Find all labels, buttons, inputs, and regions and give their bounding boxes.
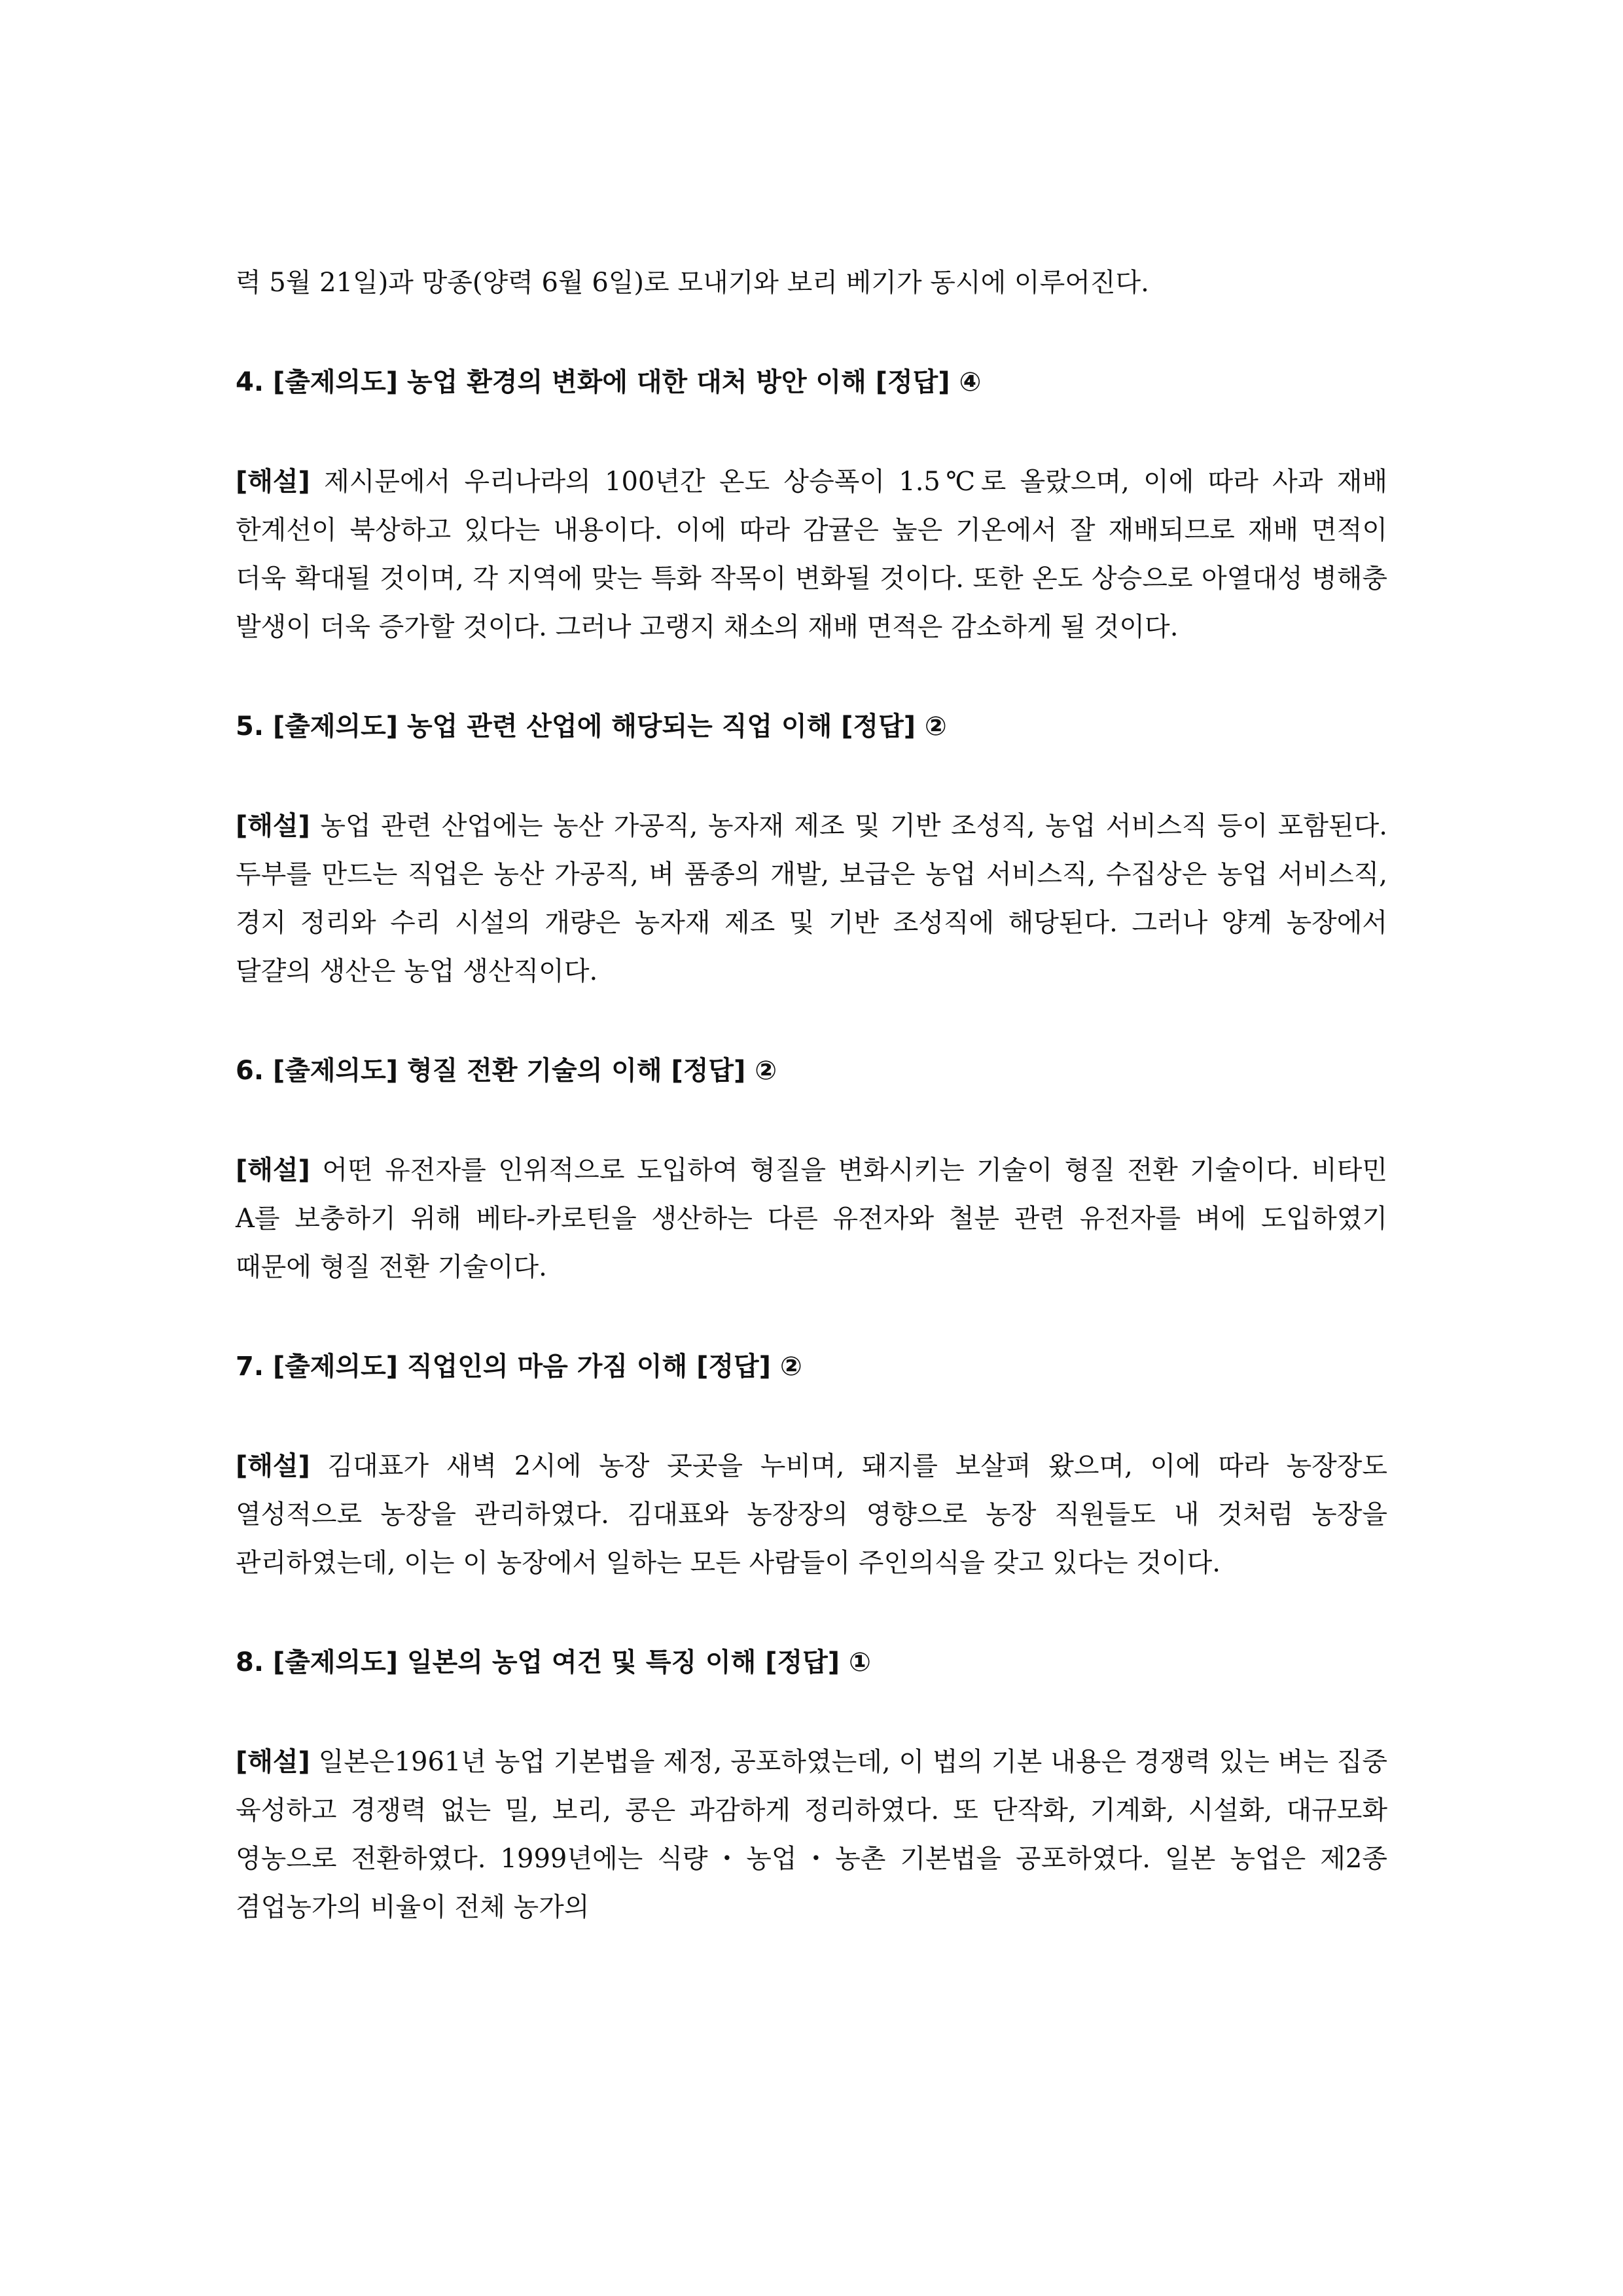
explanation-paragraph bbox=[236, 1738, 1387, 1931]
explanation-label: [해설] bbox=[236, 467, 310, 497]
section-4 bbox=[236, 358, 1387, 702]
document-page bbox=[236, 259, 1387, 1931]
section-5 bbox=[236, 702, 1387, 1047]
section-6 bbox=[236, 1047, 1387, 1342]
explanation-text: 일본은1961년 농업 기본법을 제정, 공포하였는데, 이 법의 기본 내용은 경쟁력 있는 벼는 집중 육성하고 경쟁력 없는 밀, 보리, 콩은 과감하게 정리하였다. 또 단작화, 기계화, 시설화, 대규모화 영농으로 전환하였다. 1999년에는 식량・농업・농촌 기본법을 공포하였다. 일본 농업은 제2종 겸업농가의 비율이 전체 농가의 bbox=[236, 1747, 1387, 1922]
explanation-text: 농업 관련 산업에는 농산 가공직, 농자재 제조 및 기반 조성직, 농업 서비스직 등이 포함된다. 두부를 만드는 직업은 농산 가공직, 벼 품종의 개발, 보급은 농업 서비스직, 수집상은 농업 서비스직, 경지 정리와 수리 시설의 개량은 농자재 제조 및 기반 조성직에 해당된다. 그러나 양계 농장에서 달걀의 생산은 농업 생산직이다. bbox=[236, 811, 1387, 986]
explanation-text: 제시문에서 우리나라의 100년간 온도 상승폭이 1.5℃로 올랐으며, 이에 따라 사과 재배 한계선이 북상하고 있다는 내용이다. 이에 따라 감귤은 높은 기온에서 잘 재배되므로 재배 면적이 더욱 확대될 것이며, 각 지역에 맞는 특화 작목이 변화될 것이다. 또한 온도 상승으로 아열대성 병해충 발생이 더욱 증가할 것이다. 그러나 고랭지 채소의 재배 면적은 감소하게 될 것이다. bbox=[236, 467, 1387, 642]
explanation-paragraph bbox=[236, 1442, 1387, 1587]
explanation-text: 김대표가 새벽 2시에 농장 곳곳을 누비며, 돼지를 보살펴 왔으며, 이에 따라 농장장도 열성적으로 농장을 관리하였다. 김대표와 농장장의 영향으로 농장 직원들도 내 것처럼 농장을 관리하였는데, 이는 이 농장에서 일하는 모든 사람들이 주인의식을 갖고 있다는 것이다. bbox=[236, 1451, 1387, 1578]
explanation-label: [해설] bbox=[236, 1451, 310, 1481]
spacer bbox=[236, 307, 1387, 358]
section-heading: 6. [출제의도] 형질 전환 기술의 이해 [정답] ② bbox=[236, 1056, 777, 1086]
section-heading: 5. [출제의도] 농업 관련 산업에 해당되는 직업 이해 [정답] ② bbox=[236, 711, 947, 742]
section-heading: 4. [출제의도] 농업 환경의 변화에 대한 대처 방안 이해 [정답] ④ bbox=[236, 367, 982, 397]
section-heading: 7. [출제의도] 직업인의 마음 가짐 이해 [정답] ② bbox=[236, 1352, 802, 1382]
explanation-paragraph bbox=[236, 802, 1387, 996]
section-8 bbox=[236, 1638, 1387, 1931]
explanation-text: 어떤 유전자를 인위적으로 도입하여 형질을 변화시키는 기술이 형질 전환 기술이다. 비타민 A를 보충하기 위해 베타-카로틴을 생산하는 다른 유전자와 철분 관련 유전자를 벼에 도입하였기 때문에 형질 전환 기술이다. bbox=[236, 1155, 1387, 1282]
explanation-label: [해설] bbox=[236, 1747, 310, 1777]
explanation-paragraph bbox=[236, 1146, 1387, 1291]
explanation-label: [해설] bbox=[236, 811, 310, 841]
explanation-label: [해설] bbox=[236, 1155, 310, 1185]
explanation-paragraph bbox=[236, 457, 1387, 651]
section-heading: 8. [출제의도] 일본의 농업 여건 및 특징 이해 [정답] ① bbox=[236, 1647, 871, 1677]
section-7 bbox=[236, 1342, 1387, 1638]
continuation-paragraph: 력 5월 21일)과 망종(양력 6월 6일)로 모내기와 보리 베기가 동시에 이루어진다. bbox=[236, 268, 1149, 298]
